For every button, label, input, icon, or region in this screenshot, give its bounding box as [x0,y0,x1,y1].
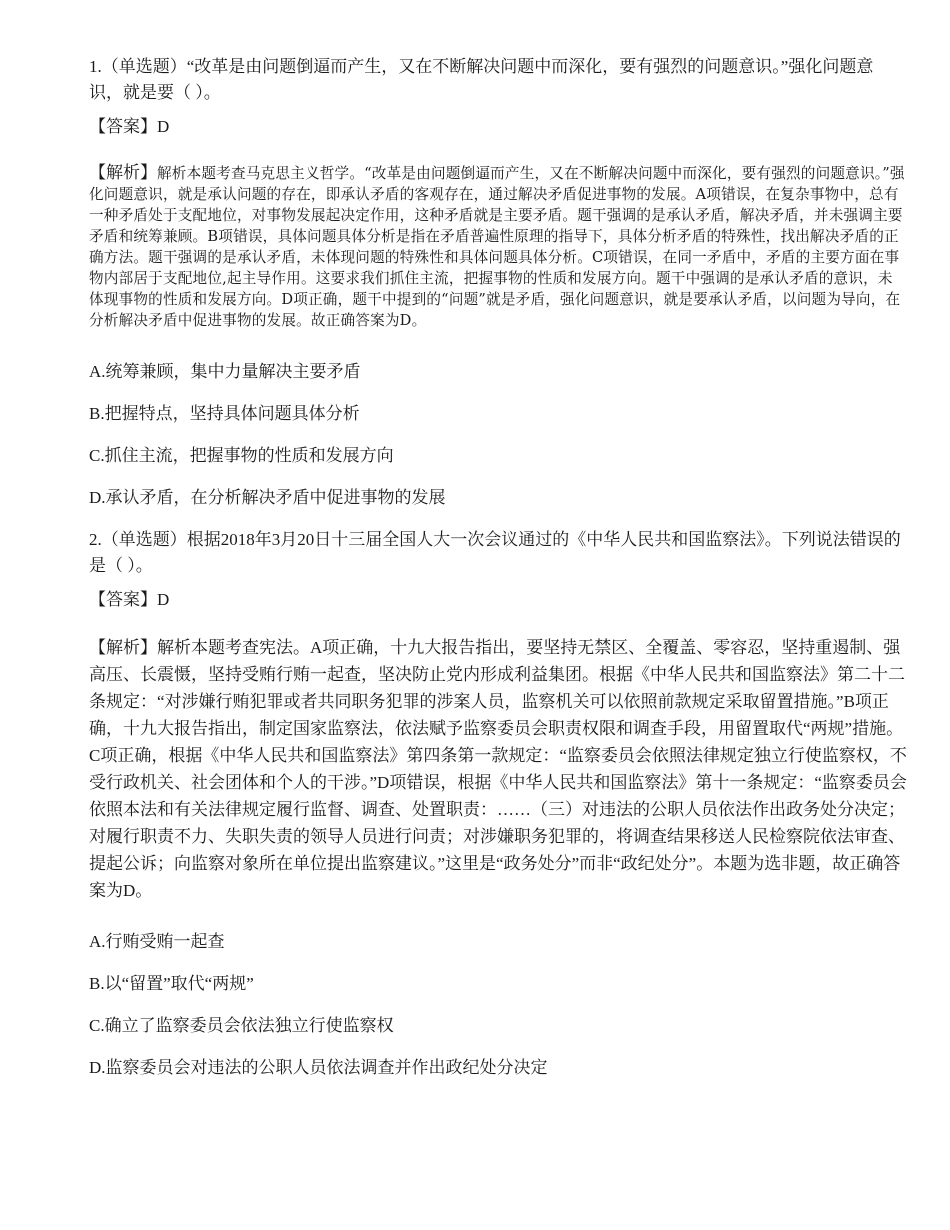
option-list [89,929,907,1081]
answer-label: 【答案】D [89,117,170,136]
analysis-text: 解析本题考查马克思主义哲学。“改革是由问题倒逼而产生，又在不断解决问题中而深化，要有强烈的问题意识。”强化问题意识，就是承认问题的存在，即承认矛盾的客观存在，通过解决矛盾促进事物的发展。A项错误，在复杂事物中，总有一种矛盾处于支配地位，对事物发展起决定作用，这种矛盾就是主要矛盾。题干强调的是承认矛盾，解决矛盾，并未强调主要矛盾和统筹兼顾。B项错误，具体问题具体分析是指在矛盾普遍性原理的指导下，具体分析矛盾的特殊性，找出解决矛盾的正确方法。题干强调的是承认矛盾，未体现问题的特殊性和具体问题具体分析。C项错误，在同一矛盾中，矛盾的主要方面在事物内部居于支配地位,起主导作用。这要求我们抓住主流，把握事物的性质和发展方向。题干中强调的是承认矛盾的意识，未体现事物的性质和发展方向。D项正确，题干中提到的“问题”就是矛盾，强化问题意识，就是要承认矛盾，以问题为导向，在分析解决矛盾中促进事物的发展。故正确答案为D。 [89,165,905,329]
question-stem: 1.（单选题）“改革是由问题倒逼而产生，又在不断解决问题中而深化，要有强烈的问题意识。”强化问题意识，就是要（ ）。 [89,57,874,102]
question-page [89,54,907,1097]
option-a[interactable]: A.统筹兼顾，集中力量解决主要矛盾 [89,362,361,381]
option-d[interactable]: D.监察委员会对违法的公职人员依法调查并作出政纪处分决定 [89,1058,548,1077]
answer-label: 【答案】D [89,590,170,609]
option-a[interactable]: A.行贿受贿一起查 [89,932,225,951]
question-2 [89,527,907,1081]
question-1 [89,54,907,511]
question-stem: 2.（单选题）根据2018年3月20日十三届全国人大一次会议通过的《中华人民共和国监察法》。下列说法错误的是（ ）。 [89,530,901,575]
option-b[interactable]: B.以“留置”取代“两规” [89,974,254,993]
option-d[interactable]: D.承认矛盾，在分析解决矛盾中促进事物的发展 [89,488,446,507]
analysis-text: 解析本题考查宪法。A项正确，十九大报告指出，要坚持无禁区、全覆盖、零容忍，坚持重遏制、强高压、长震慑，坚持受贿行贿一起查，坚决防止党内形成利益集团。根据《中华人民共和国监察法》第二十二条规定：“对涉嫌行贿犯罪或者共同职务犯罪的涉案人员，监察机关可以依照前款规定采取留置措施。”B项正确，十九大报告指出，制定国家监察法，依法赋予监察委员会职责权限和调查手段，用留置取代“两规”措施。C项正确，根据《中华人民共和国监察法》第四条第一款规定：“监察委员会依照法律规定独立行使监察权，不受行政机关、社会团体和个人的干涉。”D项错误，根据《中华人民共和国监察法》第十一条规定：“监察委员会依照本法和有关法律规定履行监督、调查、处置职责：……（三）对违法的公职人员依法作出政务处分决定；对履行职责不力、失职失责的领导人员进行问责；对涉嫌职务犯罪的，将调查结果移送人民检察院依法审查、提起公诉；向监察对象所在单位提出监察建议。”这里是“政务处分”而非“政纪处分”。本题为选非题，故正确答案为D。 [89,638,907,900]
option-b[interactable]: B.把握特点，坚持具体问题具体分析 [89,404,360,423]
analysis-tag: 【解析】 [89,163,157,182]
option-list [89,359,907,511]
option-c[interactable]: C.确立了监察委员会依法独立行使监察权 [89,1016,394,1035]
analysis-tag: 【解析】 [89,638,157,657]
analysis-block [89,162,907,331]
analysis-block [89,635,907,905]
option-c[interactable]: C.抓住主流，把握事物的性质和发展方向 [89,446,394,465]
